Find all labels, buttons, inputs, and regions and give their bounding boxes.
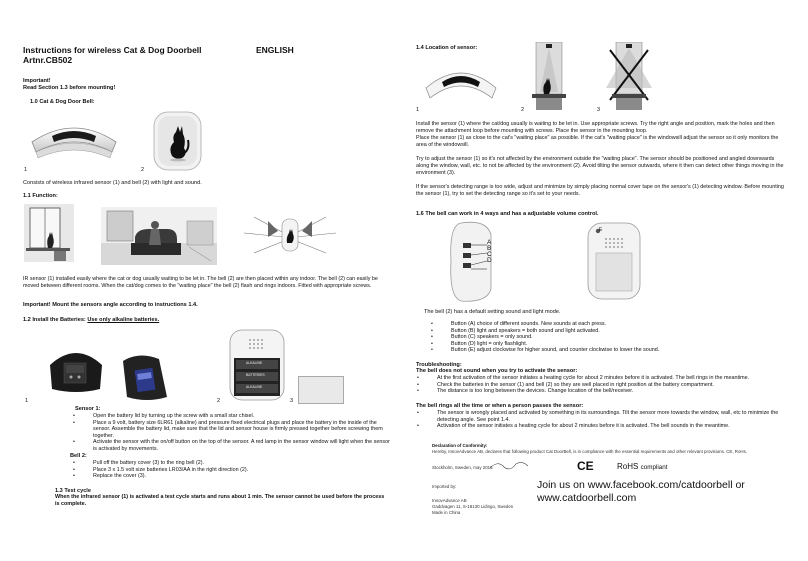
list-item: • At the first activation of the sensor initiates a heating cycle for about 2 minutes before it is activated. The bell rings in the meantime. (409, 375, 784, 382)
section-1-3-title: 1.3 Test cycle (55, 488, 91, 494)
section-1-4-paragraph-2: Place the sensor (1) as close to the cat's "waiting place" as possible. If the cat's "waiting place" is the windowsill adjust the sensor so it only monitors the area of the windowsill. (416, 135, 779, 148)
nine-volt-battery-image (119, 349, 174, 403)
figure-number: 2 (521, 107, 525, 113)
list-item: • Open the battery lid by turning up the screw with a small star chisel. (65, 413, 390, 420)
declaration-text: Hereby, InnovAdvance AB, declares that following product Cat DoorBell, is in compliance with the essential requirements and other relevant provisions. CE, RoHs. (432, 449, 747, 454)
figure-number: 1 (25, 398, 29, 404)
switch-label-a: A (487, 239, 492, 246)
read-first-note: Read Section 1.3 before mounting! (23, 85, 116, 91)
rohs-mark (617, 462, 668, 472)
battery-label-1: ALKALINE (246, 361, 263, 365)
bell-battery-compartment-image (228, 328, 286, 402)
section-1-2-title-alkaline: Use only alkaline batteries. (87, 317, 160, 323)
troubleshooting-question-1: The bell does not sound when you try to activate the sensor: (416, 368, 578, 374)
list-item: • Pull off the battery cover (3) to the ring bell (2). (65, 460, 390, 467)
button-functions-list (423, 321, 783, 354)
location-angle-down-image (522, 42, 574, 112)
section-1-4-title: 1.4 Location of sensor: (416, 45, 478, 51)
list-item: • Activate the sensor with the on/off button on the top of the sensor. A red lamp in the sensor window will light when the sensor is activated by movements. (65, 439, 390, 452)
ce-mark: CE (577, 459, 594, 473)
list-item: • Place 3 x 1.5 volt size batteries LR03/AA in the right direction (2). (65, 467, 390, 474)
section-1-4-paragraph-3: Try to adjust the sensor (1) so it's not affected by the environment outside the "waiting place". The sensor should be positioned and angled downwards along the window, wall, etc. to not be affected by the environment (2). Avoid tilting the sensor outwards, where it then can detect other things moving in the environment (3). (416, 156, 784, 176)
bell-2-label: Bell 2: (70, 453, 87, 459)
figure-number: 2 (141, 167, 145, 173)
signature-image (488, 459, 530, 471)
facebook-link[interactable]: Join us on www.facebook.com/catdoorbell or (537, 479, 745, 491)
section-1-2-title-prefix: 1.2 Install the Batteries: (23, 317, 86, 323)
switch-label-d: D (487, 257, 492, 264)
section-1-6-default: The bell (2) has a default setting sound and light mode. (424, 309, 561, 315)
troubleshooting-list-2 (409, 410, 784, 430)
section-1-0-text: Consists of wireless infrared sensor (1) and bell (2) with light and sound. (23, 180, 202, 186)
list-item: • Activation of the sensor initiates a heating cycle for about 2 minutes before it is activated. The bell sounds in the meantime. (409, 423, 784, 430)
list-item: • The sensor is wrongly placed and activated by something in its surroundings. Tilt the sensor more towards the window, wall, etc to minimize the detecting angle. See point 1.4. (409, 410, 784, 423)
list-item: • Button (B) light and speakers = both sound and light activated. (423, 328, 783, 335)
important-heading: Important! (23, 78, 51, 84)
section-1-4-paragraph-1: Install the sensor (1) where the cat/dog usually is waiting to be let in. Use appropriate screws. Try the right angle and position, mark the holes and then remove the attachment loop before mounting with screws. Place the sensor in the mounting loop. (416, 121, 775, 134)
figure-number: 2 (217, 398, 221, 404)
bell-steps-list (65, 460, 390, 480)
section-1-4-paragraph-4: If the sensor's detecting range is too wide, adjust and minimize by simply placing normal cover tape on the sensor's (1) detecting window. Before mounting the sensor (1), try to set the detecting range so it's set to your needs. (416, 184, 784, 197)
section-1-0-title: 1.0 Cat & Dog Door Bell: (30, 99, 95, 105)
troubleshooting-question-2: The bell rings all the time or when a person passes the sensor: (416, 403, 584, 409)
section-1-6-title: 1.6 The bell can work in 4 ways and has a adjustable volume control. (416, 211, 599, 217)
battery-cover-image (298, 376, 344, 404)
declaration-title: Declaration of Conformity: (432, 443, 488, 448)
list-item: • Button (A) choice of different sounds. New sounds at each press. (423, 321, 783, 328)
language-label: ENGLISH (256, 45, 294, 55)
location-wrong-angle-image (604, 42, 654, 112)
list-item: • Button (D) light = only flashlight. (423, 341, 783, 348)
list-item: • Replace the cover (3). (65, 473, 390, 480)
section-1-1-important: Important! Mount the sensors angle according to instructions 1.4. (23, 302, 198, 308)
location-sensor-image (420, 54, 502, 109)
volume-knob-label-e: E (599, 227, 603, 233)
switch-label-b: B (487, 245, 492, 252)
list-item: • Button (E) adjust clockwise for higher sound, and counter clockwise to lower the sound. (423, 347, 783, 354)
troubleshooting-list-1 (409, 375, 784, 395)
figure-number: 3 (290, 398, 294, 404)
flashing-bell-illustration (234, 207, 346, 265)
section-1-3-text: When the infrared sensor (1) is activated a test cycle starts and runs about 1 min. The sensor cannot be used before the process is complete. (55, 494, 385, 507)
bell-front-volume-image (586, 221, 642, 301)
website-link[interactable]: www.catdoorbell.com (537, 492, 637, 504)
figure-number: 3 (597, 107, 601, 113)
made-in: Made in China (432, 510, 461, 515)
document-title: Instructions for wireless Cat & Dog Doorbell (23, 45, 202, 55)
figure-number: 1 (416, 107, 420, 113)
section-1-1-text: IR sensor (1) installed easily where the cat or dog usually waiting to be let in. The bell (2) are then placed within any indoor. The bell (2) can easily be moved between different rooms. When the cat/dog comes to the "waiting place" the bell (2) flash and rings indoors. Fitted with appropriate screws. (23, 276, 378, 289)
sensor-product-image (24, 112, 124, 164)
battery-label-3: ALKALINE (246, 385, 263, 389)
sensor-steps-list (65, 413, 390, 453)
troubleshooting-title: Troubleshooting: (416, 362, 462, 368)
rohs-label: RoHS (617, 462, 639, 471)
figure-number: 1 (24, 167, 28, 173)
list-item: • Place a 9 volt, battery size 6LR61 (alkaline) and pressure fixed electrical plugs and place the battery in the inside of the sensor. Assemble the battery lid, make sure that the lid and sensor house is firmly pressed together before screwing them together. (65, 420, 390, 440)
article-number: Artnr.CB502 (23, 55, 73, 65)
switch-label-c: C (487, 251, 492, 258)
declaration-place: Stockholm, Sweden, may 2015 (432, 465, 493, 470)
list-item: • Button (C) speakers = only sound. (423, 334, 783, 341)
cat-at-window-illustration (24, 204, 74, 262)
list-item: • The distance is too long between the devices. Change location of the bell/receiver. (409, 388, 784, 395)
battery-label-2: BATTERIES (246, 373, 265, 377)
sensor-1-label: Sensor 1: (75, 406, 101, 412)
bell-product-image (150, 110, 205, 172)
bell-side-switches-image (447, 221, 511, 303)
section-1-2-title (23, 317, 159, 324)
sensor-battery-image (46, 345, 106, 397)
rohs-compliant-label: compliant (640, 464, 668, 471)
person-on-sofa-illustration (101, 207, 217, 265)
list-item: • Check the batteries in the sensor (1) and bell (2) so they are well placed in right position at the battery compartment. (409, 382, 784, 389)
company-name: InnovAdvance AB (432, 498, 467, 503)
section-1-1-title: 1.1 Function: (23, 193, 58, 199)
company-address: Gaddvagen 11, S-18130 Lidingo, Sweden (432, 504, 514, 509)
imported-by-label: Imported by: (432, 484, 457, 489)
